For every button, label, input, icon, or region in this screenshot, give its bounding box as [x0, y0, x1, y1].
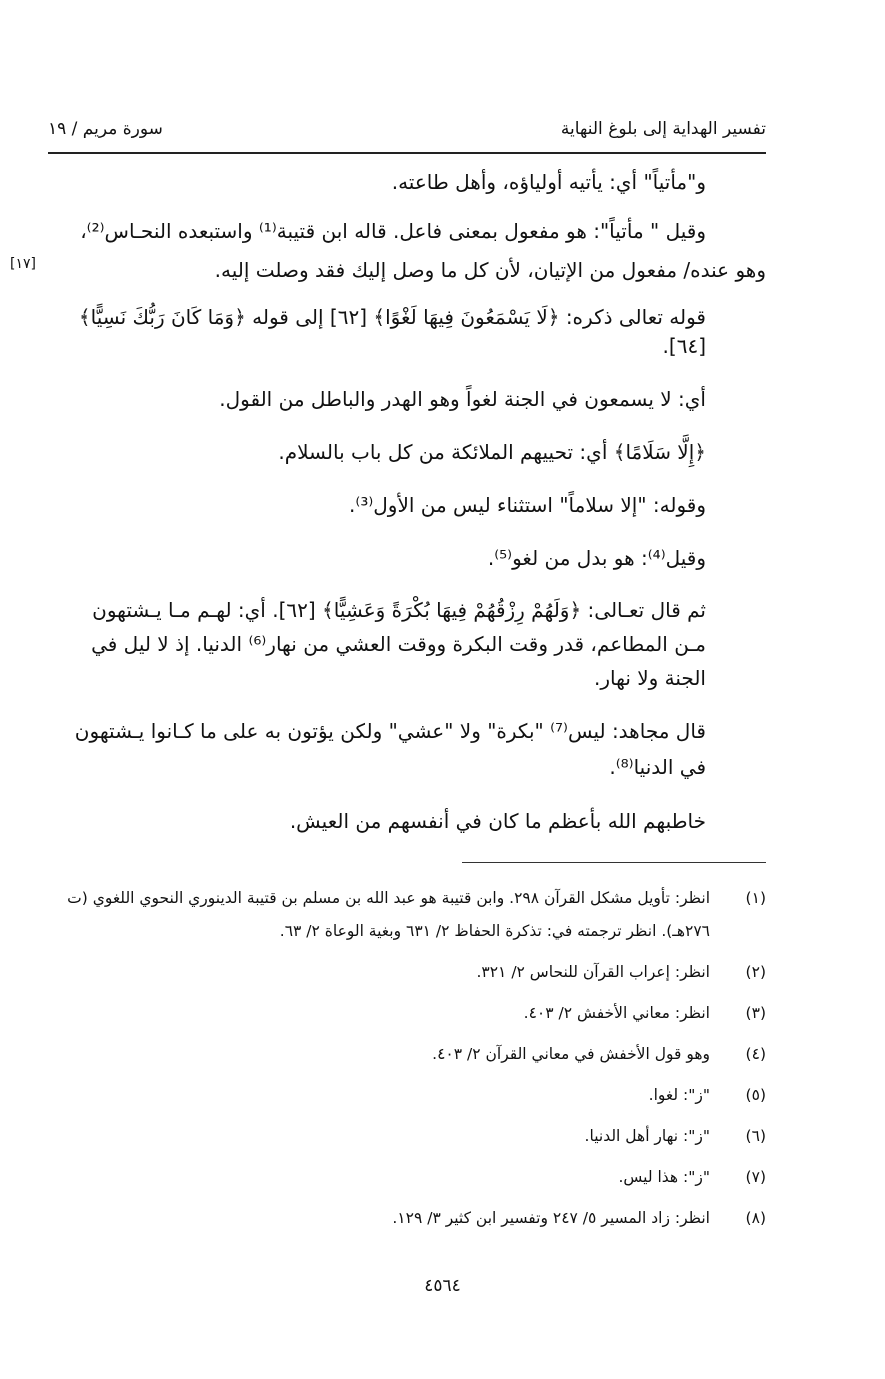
footnote-text: "ز": لغوا. — [648, 1086, 710, 1104]
manuscript-folio-marker: [١٧] — [10, 256, 36, 272]
footnote-text: وهو قول الأخفش في معاني القرآن ٢/ ٤٠٣. — [432, 1045, 710, 1063]
footnote-number: (٥) — [745, 1086, 766, 1104]
footnote — [45, 882, 766, 948]
footnote-text: "ز": نهار أهل الدنيا. — [584, 1127, 710, 1145]
paragraph: ثم قال تعـالى: ﴿وَلَهُمْ رِزْقُهُمْ فِيهَا بُكْرَةً وَعَشِيًّا﴾ [٦٢]. أي: لهـم مـا يـشتهون مـن المطاعم، قدر وقت البكرة ووقت العشي من نهار⁽⁶⁾ الدنيا. إذ لا ليل في الجنة ولا نهار. — [91, 598, 706, 690]
page-number: ٤٥٦٤ — [424, 1276, 461, 1296]
book-title: تفسير الهداية إلى بلوغ النهاية — [560, 119, 766, 139]
footnote-text: "ز": هذا ليس. — [618, 1168, 710, 1186]
header-divider — [48, 152, 766, 154]
footnote-divider — [462, 862, 766, 863]
main-text — [10, 168, 766, 836]
footnote-number: (٢) — [745, 963, 766, 981]
paragraph: أي: لا يسمعون في الجنة لغواً وهو الهدر والباطل من القول. — [219, 387, 706, 411]
footnote — [45, 1161, 766, 1194]
footnote-number: (٧) — [745, 1168, 766, 1186]
paragraph: و"مأتياً" أي: يأتيه أولياؤه، وأهل طاعته. — [391, 170, 706, 194]
paragraph: قال مجاهد: ليس⁽⁷⁾ "بكرة" ولا "عشي" ولكن يؤتون به على ما كـانوا يـشتهون في الدنيا⁽⁸⁾. — [74, 719, 706, 779]
footnote-number: (٤) — [745, 1045, 766, 1063]
footnote-number: (٦) — [745, 1127, 766, 1145]
footnote-text: انظر: تأويل مشكل القرآن ٢٩٨. وابن قتيبة هو عبد الله بن مسلم بن قتيبة الدينوري النحوي اللغوي (ت ٢٧٦هـ). انظر ترجمته في: تذكرة الحفاظ ٢/ ٦٣١ وبغية الوعاة ٢/ ٦٣. — [67, 889, 710, 940]
paragraph: وقيل " مأتياً": هو مفعول بمعنى فاعل. قاله ابن قتيبة⁽¹⁾ واستبعده النحـاس⁽²⁾، — [80, 219, 706, 243]
footnote-text: انظر: معاني الأخفش ٢/ ٤٠٣. — [523, 1004, 710, 1022]
footnote — [45, 1120, 766, 1153]
footnotes — [45, 882, 766, 1235]
footnote-text: انظر: زاد المسير ٥/ ٢٤٧ وتفسير ابن كثير ٣/ ١٢٩. — [392, 1209, 710, 1227]
footnote — [45, 1038, 766, 1071]
footnote-text: انظر: إعراب القرآن للنحاس ٢/ ٣٢١. — [476, 963, 710, 981]
footnote — [45, 997, 766, 1030]
footnote — [45, 1202, 766, 1235]
paragraph-with-marker — [10, 256, 766, 285]
running-header — [48, 115, 766, 153]
footnote-number: (٣) — [745, 1004, 766, 1022]
footnote — [45, 956, 766, 989]
paragraph: وهو عنده/ مفعول من الإتيان، لأن كل ما وصل إليك فقد وصلت إليه. — [214, 258, 766, 282]
footnote-number: (١) — [745, 889, 766, 907]
quran-verse-paragraph: قوله تعالى ذكره: ﴿لَا يَسْمَعُونَ فِيهَا لَغْوًا﴾ [٦٢] إلى قوله ﴿وَمَا كَانَ رَبُّكَ نَسِيًّا﴾ [٦٤]. — [78, 305, 706, 358]
footnote — [45, 1079, 766, 1112]
paragraph: وقيل⁽⁴⁾: هو بدل من لغو⁽⁵⁾. — [487, 546, 706, 570]
paragraph: وقوله: "إلا سلاماً" استثناء ليس من الأول⁽³⁾. — [349, 493, 706, 517]
footnote-number: (٨) — [745, 1209, 766, 1227]
quran-verse-paragraph: ﴿إِلَّا سَلَامًا﴾ أي: تحييهم الملائكة من كل باب بالسلام. — [278, 440, 706, 464]
surah-label: سورة مريم / ١٩ — [48, 119, 163, 139]
paragraph: خاطبهم الله بأعظم ما كان في أنفسهم من العيش. — [289, 809, 706, 833]
